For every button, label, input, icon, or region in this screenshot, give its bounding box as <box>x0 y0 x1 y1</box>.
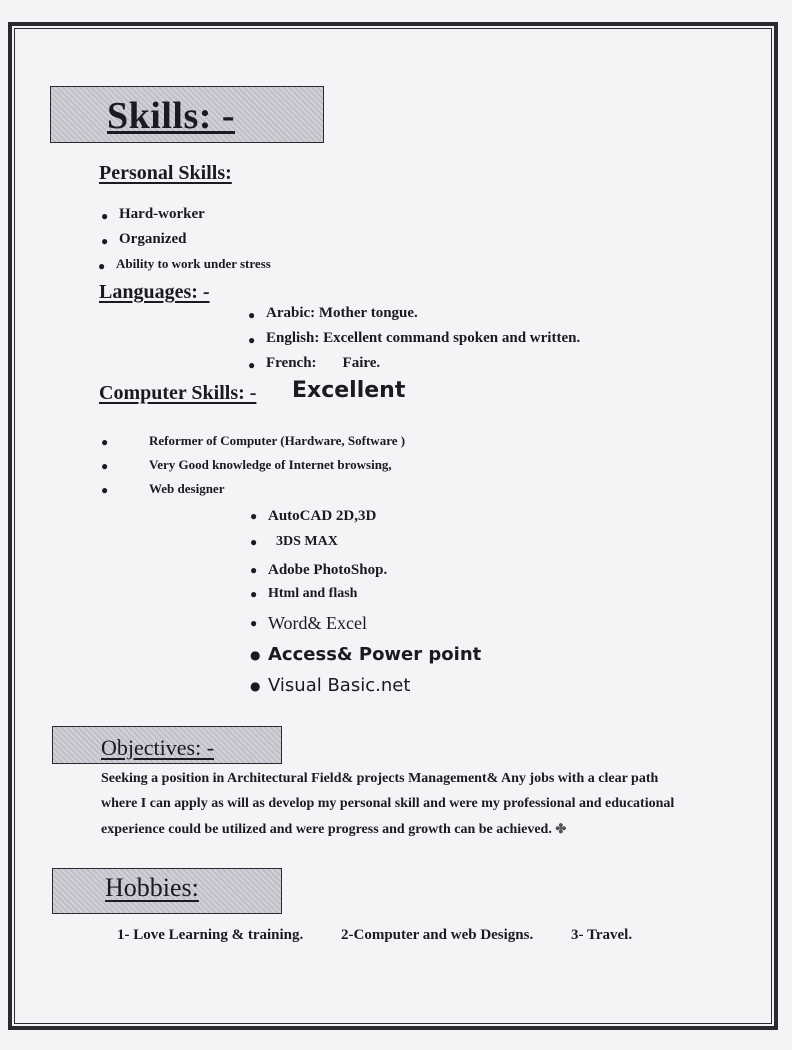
bullet-icon: ● <box>248 357 256 372</box>
bullet-icon: ● <box>101 233 109 248</box>
bullet-icon: ● <box>250 616 258 630</box>
bullet-icon: ● <box>250 535 258 549</box>
hobbies-list <box>117 927 666 944</box>
computer-skills-heading: Computer Skills: - <box>99 382 257 404</box>
bullet-icon: ● <box>101 459 109 473</box>
hobbies-heading-box <box>52 868 282 914</box>
list-item: ● Reformer of Computer (Hardware, Software ) <box>101 433 406 449</box>
hobby-item: 3- Travel. <box>571 927 633 943</box>
objectives-heading: Objectives: - <box>101 735 215 760</box>
bullet-icon: ● <box>250 647 261 662</box>
list-item: ● Arabic: Mother tongue. <box>248 305 418 322</box>
list-item: ● Word& Excel <box>250 613 368 633</box>
list-item: ● Ability to work under stress <box>98 256 271 273</box>
list-item: ● Access& Power point <box>250 644 482 665</box>
list-item: ● Web designer <box>101 481 225 497</box>
computer-skills-rating: Excellent <box>292 378 406 403</box>
list-item: ● Organized <box>101 231 187 248</box>
bullet-icon: ● <box>248 307 256 322</box>
list-item: ● English: Excellent command spoken and written. <box>248 330 581 347</box>
bullet-icon: ● <box>250 509 258 523</box>
hobbies-heading: Hobbies: <box>105 873 199 902</box>
bullet-icon: ● <box>101 483 109 497</box>
list-item: ● Adobe PhotoShop. <box>250 562 388 578</box>
bullet-icon: ● <box>248 332 256 347</box>
personal-skills-list <box>98 203 274 278</box>
software-list <box>250 503 482 701</box>
objectives-text: Seeking a position in Architectural Field& projects Management& Any jobs with a clear path where I can apply as will as develop my personal skill and were my professional and educational experience could be utilized and were progress and growth can be achieved. ✤ <box>101 771 675 837</box>
objectives-heading-box <box>52 726 282 764</box>
skills-heading-box <box>50 86 324 143</box>
list-item: ● Visual Basic.net <box>250 675 411 696</box>
list-item: ● Html and flash <box>250 586 358 601</box>
list-item: ● 3DS MAX <box>250 534 338 549</box>
bullet-icon: ● <box>250 587 258 601</box>
languages-list <box>248 302 581 377</box>
decorative-flourish-icon: ✤ <box>555 821 567 836</box>
list-item: ● AutoCAD 2D,3D <box>250 508 377 524</box>
bullet-icon: ● <box>250 678 261 693</box>
list-item: ● Hard-worker <box>101 206 205 223</box>
bullet-icon: ● <box>98 258 106 273</box>
hobby-item: 1- Love Learning & training. <box>117 927 304 943</box>
computer-skills-list <box>101 430 406 502</box>
personal-skills-heading: Personal Skills: <box>99 162 232 184</box>
bullet-icon: ● <box>101 208 109 223</box>
bullet-icon: ● <box>250 563 258 577</box>
hobby-item: 2-Computer and web Designs. <box>341 927 534 943</box>
list-item: ● Very Good knowledge of Internet browsing, <box>101 457 392 473</box>
skills-heading: Skills: - <box>107 95 236 137</box>
languages-heading: Languages: - <box>99 281 210 303</box>
bullet-icon: ● <box>101 435 109 449</box>
list-item: ● French: Faire. <box>248 355 381 372</box>
